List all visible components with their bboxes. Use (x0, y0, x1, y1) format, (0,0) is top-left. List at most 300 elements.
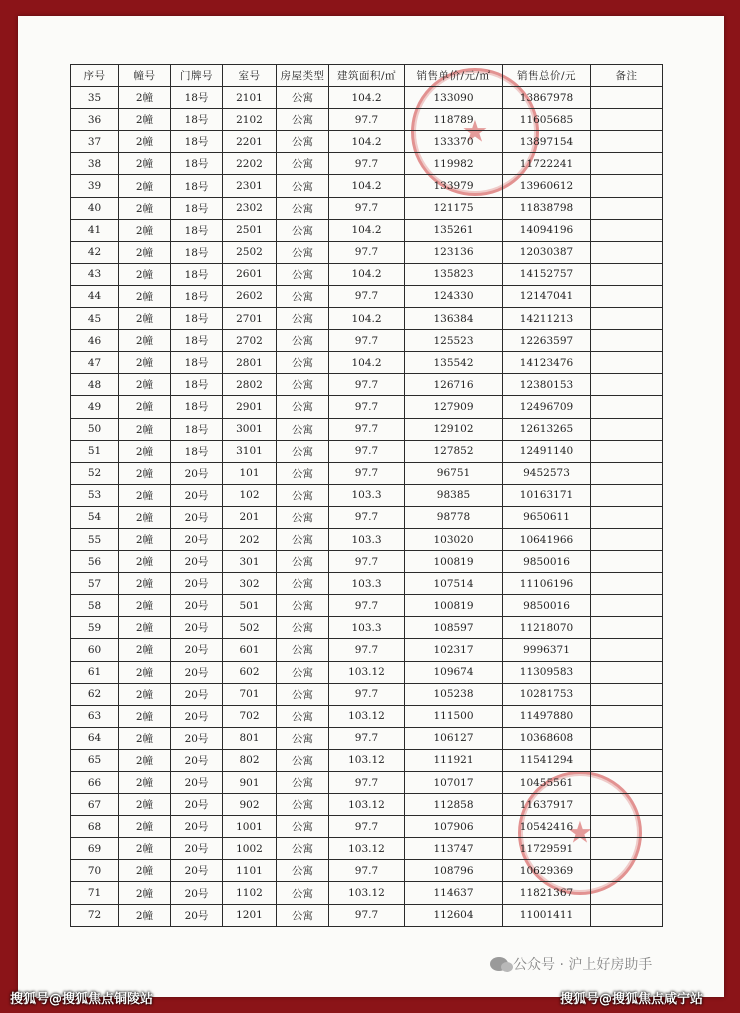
table-cell: 2幢 (119, 285, 171, 307)
table-cell: 13897154 (503, 131, 591, 153)
table-cell: 2幢 (119, 794, 171, 816)
table-cell: 公寓 (277, 197, 329, 219)
table-cell: 64 (71, 727, 119, 749)
table-cell: 18号 (171, 241, 223, 263)
table-cell: 38 (71, 153, 119, 175)
table-cell: 97.7 (329, 396, 405, 418)
table-cell (591, 330, 663, 352)
table-cell: 12380153 (503, 374, 591, 396)
table-cell: 20号 (171, 904, 223, 926)
table-cell: 公寓 (277, 838, 329, 860)
table-cell: 20号 (171, 749, 223, 771)
table-cell: 97.7 (329, 860, 405, 882)
table-cell: 公寓 (277, 506, 329, 528)
table-cell (591, 772, 663, 794)
table-cell: 20号 (171, 551, 223, 573)
table-cell: 11838798 (503, 197, 591, 219)
table-cell: 18号 (171, 87, 223, 109)
table-cell: 49 (71, 396, 119, 418)
table-cell: 18号 (171, 308, 223, 330)
table-cell: 20号 (171, 794, 223, 816)
table-cell: 2幢 (119, 418, 171, 440)
table-cell: 2201 (223, 131, 277, 153)
table-row (71, 241, 663, 263)
table-cell: 公寓 (277, 705, 329, 727)
table-row (71, 794, 663, 816)
table-cell: 20号 (171, 617, 223, 639)
table-cell: 56 (71, 551, 119, 573)
table-cell: 9850016 (503, 551, 591, 573)
table-cell: 18号 (171, 153, 223, 175)
table-cell: 公寓 (277, 617, 329, 639)
table-cell: 97.7 (329, 772, 405, 794)
table-cell: 11106196 (503, 573, 591, 595)
table-cell (591, 285, 663, 307)
table-cell: 2幢 (119, 573, 171, 595)
table-cell: 97.7 (329, 418, 405, 440)
table-cell: 公寓 (277, 528, 329, 550)
table-cell: 2幢 (119, 374, 171, 396)
table-cell: 97.7 (329, 285, 405, 307)
table-cell: 2幢 (119, 882, 171, 904)
table-cell (591, 860, 663, 882)
table-cell: 103.12 (329, 661, 405, 683)
table-cell: 2幢 (119, 661, 171, 683)
table-cell: 109674 (405, 661, 503, 683)
table-cell: 97.7 (329, 595, 405, 617)
table-cell: 2幢 (119, 595, 171, 617)
table-row (71, 462, 663, 484)
table-cell: 101 (223, 462, 277, 484)
table-row (71, 175, 663, 197)
column-header: 幢号 (119, 65, 171, 87)
table-cell (591, 241, 663, 263)
column-header: 室号 (223, 65, 277, 87)
table-cell: 公寓 (277, 772, 329, 794)
table-cell: 11001411 (503, 904, 591, 926)
table-cell: 97.7 (329, 727, 405, 749)
table-cell: 701 (223, 683, 277, 705)
column-header: 序号 (71, 65, 119, 87)
table-cell: 40 (71, 197, 119, 219)
table-cell: 18号 (171, 219, 223, 241)
table-cell: 102317 (405, 639, 503, 661)
table-cell: 113747 (405, 838, 503, 860)
table-cell: 97.7 (329, 374, 405, 396)
table-cell: 41 (71, 219, 119, 241)
table-cell (591, 683, 663, 705)
column-header: 销售总价/元 (503, 65, 591, 87)
table-cell: 133979 (405, 175, 503, 197)
table-cell: 11605685 (503, 109, 591, 131)
table-cell: 2幢 (119, 528, 171, 550)
table-cell (591, 87, 663, 109)
table-cell (591, 418, 663, 440)
table-cell: 70 (71, 860, 119, 882)
table-cell: 98385 (405, 484, 503, 506)
table-cell: 20号 (171, 727, 223, 749)
table-cell: 公寓 (277, 595, 329, 617)
table-cell: 42 (71, 241, 119, 263)
column-header: 门牌号 (171, 65, 223, 87)
table-cell: 135823 (405, 263, 503, 285)
table-cell (591, 727, 663, 749)
wechat-icon (490, 957, 508, 971)
table-cell: 20号 (171, 528, 223, 550)
table-cell: 702 (223, 705, 277, 727)
table-cell: 公寓 (277, 573, 329, 595)
table-cell: 2幢 (119, 197, 171, 219)
table-cell: 1102 (223, 882, 277, 904)
table-cell: 119982 (405, 153, 503, 175)
table-cell: 14094196 (503, 219, 591, 241)
table-cell: 127852 (405, 440, 503, 462)
table-cell: 100819 (405, 595, 503, 617)
table-cell: 3001 (223, 418, 277, 440)
table-cell: 9452573 (503, 462, 591, 484)
table-cell: 127909 (405, 396, 503, 418)
table-cell: 72 (71, 904, 119, 926)
table-cell: 36 (71, 109, 119, 131)
table-row (71, 639, 663, 661)
table-cell: 2幢 (119, 484, 171, 506)
table-cell: 60 (71, 639, 119, 661)
table-row (71, 396, 663, 418)
table-cell (591, 506, 663, 528)
table-cell: 14152757 (503, 263, 591, 285)
watermark-right: 搜狐号@搜狐焦点咸宁站 (560, 992, 704, 1007)
table-cell: 12613265 (503, 418, 591, 440)
table-cell: 18号 (171, 285, 223, 307)
table-cell: 97.7 (329, 330, 405, 352)
table-cell (591, 352, 663, 374)
table-cell: 公寓 (277, 882, 329, 904)
table-cell: 2幢 (119, 263, 171, 285)
table-row (71, 816, 663, 838)
table-row (71, 838, 663, 860)
table-row (71, 573, 663, 595)
table-cell: 121175 (405, 197, 503, 219)
table-cell: 124330 (405, 285, 503, 307)
table-cell: 107906 (405, 816, 503, 838)
table-cell: 11722241 (503, 153, 591, 175)
table-cell: 96751 (405, 462, 503, 484)
table-cell: 公寓 (277, 396, 329, 418)
table-cell: 2701 (223, 308, 277, 330)
table-cell: 2幢 (119, 551, 171, 573)
table-cell: 112604 (405, 904, 503, 926)
table-row (71, 772, 663, 794)
table-cell: 97.7 (329, 816, 405, 838)
table-cell: 14211213 (503, 308, 591, 330)
table-cell: 2幢 (119, 683, 171, 705)
table-cell (591, 396, 663, 418)
table-cell: 35 (71, 87, 119, 109)
table-cell (591, 197, 663, 219)
table-cell: 20号 (171, 462, 223, 484)
table-cell (591, 595, 663, 617)
table-cell: 2幢 (119, 506, 171, 528)
table-cell (591, 882, 663, 904)
table-cell: 46 (71, 330, 119, 352)
table-cell: 901 (223, 772, 277, 794)
table-cell: 公寓 (277, 374, 329, 396)
table-cell: 公寓 (277, 727, 329, 749)
table-cell: 52 (71, 462, 119, 484)
column-header: 备注 (591, 65, 663, 87)
table-cell: 202 (223, 528, 277, 550)
wechat-watermark-text: 公众号 · 沪上好房助手 (513, 957, 653, 973)
table-cell: 97.7 (329, 462, 405, 484)
table-cell: 62 (71, 683, 119, 705)
table-row (71, 595, 663, 617)
table-cell: 69 (71, 838, 119, 860)
table-cell (591, 109, 663, 131)
table-row (71, 904, 663, 926)
table-cell: 2102 (223, 109, 277, 131)
table-cell (591, 484, 663, 506)
table-cell: 10163171 (503, 484, 591, 506)
table-cell: 61 (71, 661, 119, 683)
table-cell (591, 308, 663, 330)
table-cell: 801 (223, 727, 277, 749)
table-cell: 2幢 (119, 219, 171, 241)
table-cell: 18号 (171, 263, 223, 285)
table-row (71, 528, 663, 550)
table-cell: 48 (71, 374, 119, 396)
table-cell: 公寓 (277, 285, 329, 307)
table-cell (591, 838, 663, 860)
table-cell: 2601 (223, 263, 277, 285)
table-cell: 11637917 (503, 794, 591, 816)
column-header: 房屋类型 (277, 65, 329, 87)
table-cell: 66 (71, 772, 119, 794)
table-cell (591, 617, 663, 639)
table-cell (591, 573, 663, 595)
column-header: 建筑面积/㎡ (329, 65, 405, 87)
table-cell: 103.3 (329, 528, 405, 550)
table-cell: 2202 (223, 153, 277, 175)
table-cell: 2幢 (119, 175, 171, 197)
table-cell: 11541294 (503, 749, 591, 771)
table-cell: 107017 (405, 772, 503, 794)
table-cell: 57 (71, 573, 119, 595)
table-cell: 2幢 (119, 904, 171, 926)
table-cell (591, 131, 663, 153)
table-cell: 97.7 (329, 109, 405, 131)
table-row (71, 308, 663, 330)
table-cell: 2幢 (119, 462, 171, 484)
table-cell: 公寓 (277, 904, 329, 926)
table-cell: 20号 (171, 595, 223, 617)
table-cell: 2602 (223, 285, 277, 307)
table-cell: 53 (71, 484, 119, 506)
table-cell: 501 (223, 595, 277, 617)
table-cell: 公寓 (277, 330, 329, 352)
table-cell: 103.12 (329, 838, 405, 860)
table-cell: 公寓 (277, 661, 329, 683)
table-cell: 103.12 (329, 705, 405, 727)
table-cell: 1101 (223, 860, 277, 882)
table-row (71, 551, 663, 573)
table-cell: 602 (223, 661, 277, 683)
table-cell (591, 639, 663, 661)
table-cell: 13960612 (503, 175, 591, 197)
table-cell (591, 816, 663, 838)
table-cell: 20号 (171, 882, 223, 904)
table-cell (591, 904, 663, 926)
table-cell: 43 (71, 263, 119, 285)
table-cell: 103.3 (329, 573, 405, 595)
table-cell: 1201 (223, 904, 277, 926)
table-cell: 20号 (171, 860, 223, 882)
table-cell: 公寓 (277, 749, 329, 771)
table-cell: 47 (71, 352, 119, 374)
table-cell: 11821367 (503, 882, 591, 904)
table-cell: 59 (71, 617, 119, 639)
table-cell: 公寓 (277, 308, 329, 330)
table-cell: 301 (223, 551, 277, 573)
table-cell: 公寓 (277, 639, 329, 661)
table-cell: 112858 (405, 794, 503, 816)
table-cell: 103.12 (329, 749, 405, 771)
table-cell: 97.7 (329, 197, 405, 219)
table-cell: 111921 (405, 749, 503, 771)
table-cell: 55 (71, 528, 119, 550)
table-cell: 2幢 (119, 308, 171, 330)
watermark-left: 搜狐号@搜狐焦点铜陵站 (10, 992, 154, 1007)
table-cell: 10542416 (503, 816, 591, 838)
table-cell: 2502 (223, 241, 277, 263)
table-cell: 公寓 (277, 683, 329, 705)
table-cell: 18号 (171, 330, 223, 352)
table-cell: 100819 (405, 551, 503, 573)
table-cell: 公寓 (277, 352, 329, 374)
table-cell: 105238 (405, 683, 503, 705)
table-cell: 104.2 (329, 263, 405, 285)
table-cell: 公寓 (277, 484, 329, 506)
table-cell: 20号 (171, 705, 223, 727)
table-cell: 2幢 (119, 153, 171, 175)
table-cell: 103.3 (329, 617, 405, 639)
table-body (71, 87, 663, 927)
table-cell: 103.12 (329, 794, 405, 816)
table-cell: 39 (71, 175, 119, 197)
table-cell: 20号 (171, 639, 223, 661)
table-cell: 9850016 (503, 595, 591, 617)
table-cell: 104.2 (329, 131, 405, 153)
table-cell: 65 (71, 749, 119, 771)
table-cell: 10281753 (503, 683, 591, 705)
table-cell: 802 (223, 749, 277, 771)
table-cell (591, 794, 663, 816)
table-row (71, 705, 663, 727)
table-cell: 公寓 (277, 153, 329, 175)
table-cell: 2幢 (119, 109, 171, 131)
table-cell: 97.7 (329, 551, 405, 573)
table-cell: 123136 (405, 241, 503, 263)
table-cell: 97.7 (329, 241, 405, 263)
table-cell: 12147041 (503, 285, 591, 307)
table-cell: 129102 (405, 418, 503, 440)
table-row (71, 617, 663, 639)
table-row (71, 440, 663, 462)
table-row (71, 352, 663, 374)
wechat-watermark (490, 954, 652, 974)
table-cell: 20号 (171, 661, 223, 683)
table-row (71, 860, 663, 882)
table-cell: 2702 (223, 330, 277, 352)
seal-star-icon: ★ (461, 114, 489, 150)
table-row (71, 683, 663, 705)
table-cell (591, 263, 663, 285)
table-cell: 125523 (405, 330, 503, 352)
table-cell: 2幢 (119, 860, 171, 882)
table-cell: 18号 (171, 197, 223, 219)
table-cell: 97.7 (329, 904, 405, 926)
table-row (71, 882, 663, 904)
table-cell: 公寓 (277, 551, 329, 573)
table-cell: 公寓 (277, 241, 329, 263)
table-cell: 2幢 (119, 241, 171, 263)
table-cell: 公寓 (277, 87, 329, 109)
table-cell: 104.2 (329, 87, 405, 109)
table-cell: 2101 (223, 87, 277, 109)
table-cell: 97.7 (329, 153, 405, 175)
table-cell: 44 (71, 285, 119, 307)
table-cell: 51 (71, 440, 119, 462)
table-cell: 601 (223, 639, 277, 661)
table-cell (591, 153, 663, 175)
table-cell: 18号 (171, 352, 223, 374)
table-row (71, 87, 663, 109)
table-cell: 2幢 (119, 838, 171, 860)
table-cell: 2802 (223, 374, 277, 396)
table-cell: 68 (71, 816, 119, 838)
table-cell: 108796 (405, 860, 503, 882)
table-row (71, 109, 663, 131)
table-cell: 1001 (223, 816, 277, 838)
table-cell: 2幢 (119, 816, 171, 838)
table-cell: 2幢 (119, 617, 171, 639)
table-cell: 10641966 (503, 528, 591, 550)
table-cell: 67 (71, 794, 119, 816)
table-row (71, 131, 663, 153)
table-cell: 12263597 (503, 330, 591, 352)
table-cell: 公寓 (277, 175, 329, 197)
table-cell: 97.7 (329, 683, 405, 705)
table-cell: 2幢 (119, 749, 171, 771)
table-cell: 18号 (171, 396, 223, 418)
table-cell: 2901 (223, 396, 277, 418)
table-row (71, 263, 663, 285)
table-cell: 公寓 (277, 816, 329, 838)
table-cell: 9996371 (503, 639, 591, 661)
seal-star-icon: ★ (566, 815, 594, 851)
table-cell: 133370 (405, 131, 503, 153)
table-cell: 2幢 (119, 87, 171, 109)
table-cell: 12491140 (503, 440, 591, 462)
table-row (71, 661, 663, 683)
table-cell: 2302 (223, 197, 277, 219)
table-row (71, 506, 663, 528)
table-cell: 11729591 (503, 838, 591, 860)
table-cell: 公寓 (277, 418, 329, 440)
table-cell (591, 661, 663, 683)
table-cell (591, 705, 663, 727)
table-cell: 104.2 (329, 219, 405, 241)
table-cell: 1002 (223, 838, 277, 860)
